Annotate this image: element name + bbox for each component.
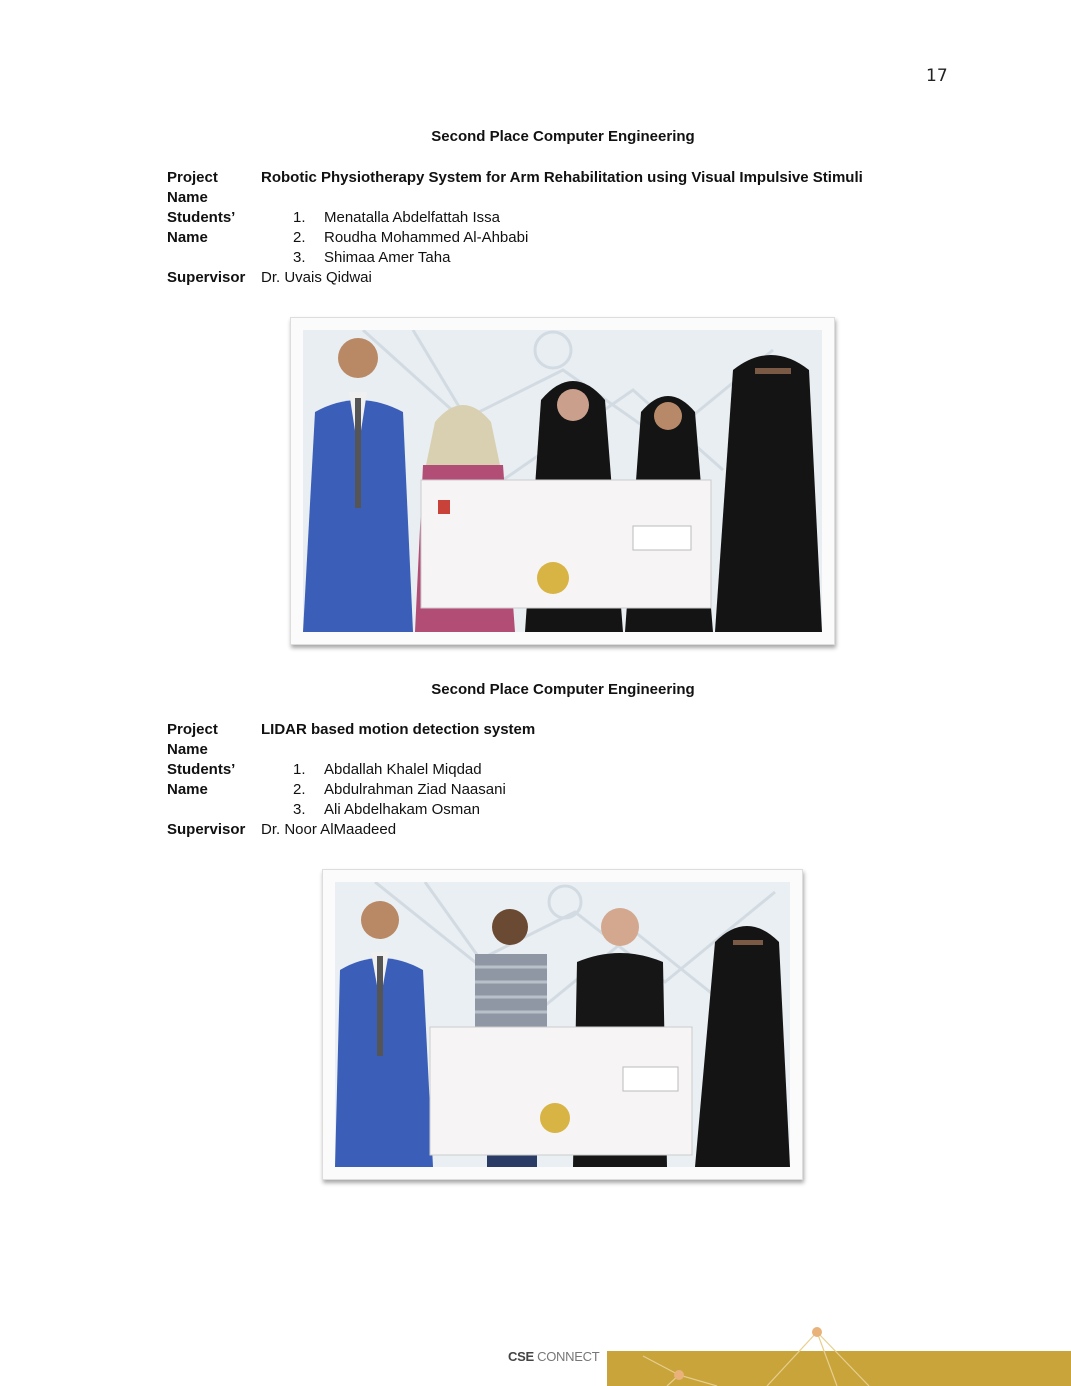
student-name: Ali Abdelhakam Osman: [324, 801, 480, 818]
project-label: Project: [167, 721, 218, 738]
project-label-cont: Name: [167, 741, 208, 758]
project-name: LIDAR based motion detection system: [261, 721, 536, 738]
students-label-cont: Name: [167, 781, 208, 798]
list-number: 3.: [293, 249, 306, 266]
logo-light-text: CONNECT: [537, 1349, 600, 1364]
list-number: 1.: [293, 761, 306, 778]
student-name: Abdulrahman Ziad Naasani: [324, 781, 506, 798]
award-photo-frame: [290, 317, 835, 645]
student-name: Abdallah Khalel Miqdad: [324, 761, 482, 778]
supervisor-label: Supervisor: [167, 269, 246, 286]
list-number: 3.: [293, 801, 306, 818]
project-label: Project: [167, 169, 218, 186]
students-label: Students’: [167, 209, 236, 226]
student-name: Shimaa Amer Taha: [324, 249, 451, 266]
network-decoration-icon: [607, 1320, 1071, 1386]
section-title: Second Place Computer Engineering: [431, 128, 695, 145]
supervisor-name: Dr. Uvais Qidwai: [261, 269, 372, 286]
list-number: 1.: [293, 209, 306, 226]
supervisor-name: Dr. Noor AlMaadeed: [261, 821, 397, 838]
footer-logo: [508, 1349, 599, 1364]
students-label-cont: Name: [167, 229, 208, 246]
award-photo: [335, 882, 790, 1167]
project-name: Robotic Physiotherapy System for Arm Rehabilitation using Visual Impulsive Stimuli: [261, 169, 863, 186]
award-photo-frame: [322, 869, 803, 1180]
list-number: 2.: [293, 781, 306, 798]
award-photo-illustration: [335, 882, 790, 1167]
student-name: Roudha Mohammed Al-Ahbabi: [324, 229, 529, 246]
student-name: Menatalla Abdelfattah Issa: [324, 209, 500, 226]
list-number: 2.: [293, 229, 306, 246]
page-number: 17: [926, 66, 948, 86]
logo-bold-text: CSE: [508, 1349, 534, 1364]
section-title: Second Place Computer Engineering: [431, 681, 695, 698]
award-photo: [303, 330, 822, 632]
students-label: Students’: [167, 761, 236, 778]
award-photo-illustration: [303, 330, 822, 632]
project-label-cont: Name: [167, 189, 208, 206]
supervisor-label: Supervisor: [167, 821, 246, 838]
